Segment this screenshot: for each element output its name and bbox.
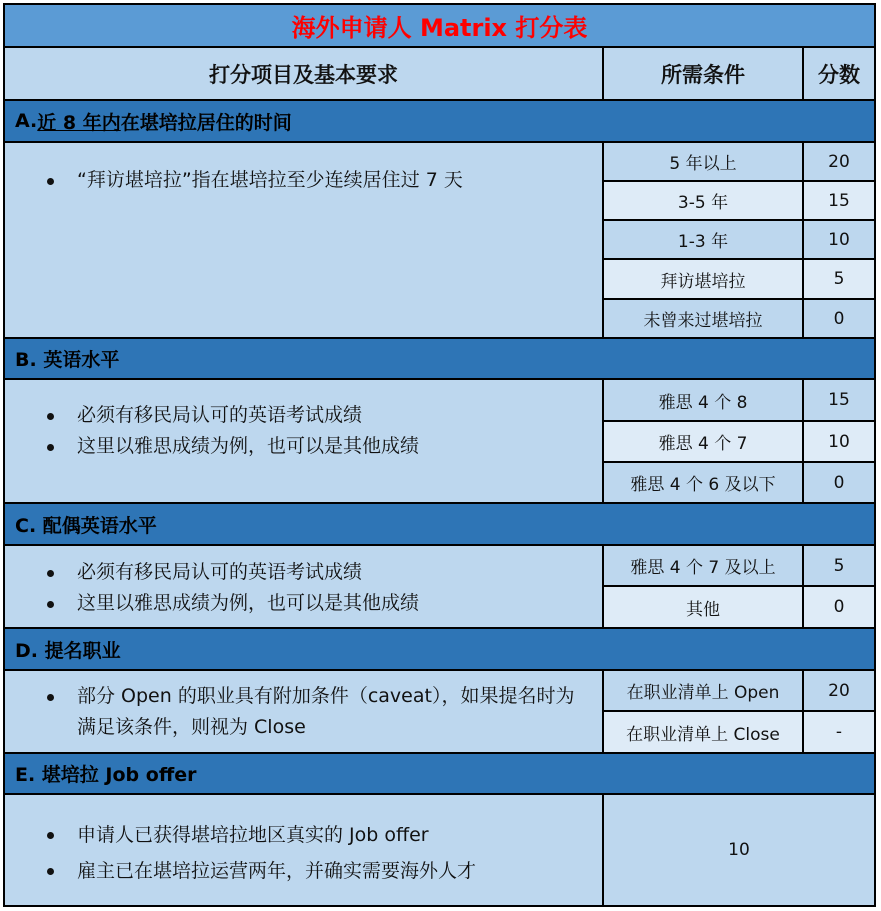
- table-title: 海外申请人 Matrix 打分表: [5, 5, 874, 46]
- score-cell: 20: [804, 143, 874, 180]
- bullet-item: 雇主已在堪培拉运营两年，并确实需要海外人才: [5, 853, 602, 889]
- score-cell: 10: [804, 422, 874, 461]
- condition-cell: 在职业清单上 Open: [604, 671, 802, 710]
- section-a-underlined: 近 8 年内: [37, 111, 121, 134]
- section-c-heading: C. 配偶英语水平: [5, 504, 874, 544]
- bullet-item: 部分 Open 的职业具有附加条件（caveat），如果提名时为满足该条件，则视为 Close: [5, 681, 584, 743]
- header-condition: 所需条件: [604, 48, 802, 99]
- score-cell: 0: [804, 463, 874, 502]
- section-a-heading: [5, 101, 874, 141]
- score-cell: 10: [604, 795, 874, 905]
- condition-cell: 1-3 年: [604, 221, 802, 258]
- bullet-item: 这里以雅思成绩为例，也可以是其他成绩: [5, 588, 602, 619]
- section-d-description: [5, 671, 602, 752]
- condition-cell: 未曾来过堪培拉: [604, 300, 802, 337]
- bullet-item: 必须有移民局认可的英语考试成绩: [5, 557, 602, 588]
- score-cell: 5: [804, 260, 874, 298]
- section-a-prefix: A.: [15, 110, 38, 132]
- score-cell: 10: [804, 221, 874, 258]
- condition-cell: 在职业清单上 Close: [604, 712, 802, 752]
- condition-cell: 其他: [604, 587, 802, 627]
- condition-cell: 雅思 4 个 8: [604, 380, 802, 420]
- section-a-rest: 在堪培拉居住的时间: [120, 111, 292, 134]
- score-cell: 20: [804, 671, 874, 710]
- header-item: 打分项目及基本要求: [5, 48, 602, 99]
- header-score: 分数: [804, 48, 874, 99]
- section-d-heading: D. 提名职业: [5, 629, 874, 669]
- bullet-item: “拜访堪培拉”指在堪培拉至少连续居住过 7 天: [5, 165, 602, 196]
- section-e-heading: E. 堪培拉 Job offer: [5, 754, 874, 793]
- condition-cell: 雅思 4 个 7 及以上: [604, 546, 802, 585]
- condition-cell: 拜访堪培拉: [604, 260, 802, 298]
- score-cell: 0: [804, 587, 874, 627]
- condition-cell: 雅思 4 个 6 及以下: [604, 463, 802, 502]
- score-cell: 15: [804, 380, 874, 420]
- bullet-item: 必须有移民局认可的英语考试成绩: [5, 400, 602, 431]
- section-c-description: [5, 546, 602, 627]
- condition-cell: 3-5 年: [604, 182, 802, 219]
- section-e-description: [5, 795, 602, 905]
- score-cell: 0: [804, 300, 874, 337]
- section-b-heading: B. 英语水平: [5, 339, 874, 378]
- score-cell: 5: [804, 546, 874, 585]
- section-b-description: [5, 380, 602, 502]
- section-a-description: [5, 143, 602, 337]
- condition-cell: 雅思 4 个 7: [604, 422, 802, 461]
- bullet-item: 这里以雅思成绩为例，也可以是其他成绩: [5, 431, 602, 462]
- score-cell: -: [804, 712, 874, 752]
- matrix-score-table: [3, 3, 876, 907]
- score-cell: 15: [804, 182, 874, 219]
- bullet-item: 申请人已获得堪培拉地区真实的 Job offer: [5, 817, 602, 853]
- condition-cell: 5 年以上: [604, 143, 802, 180]
